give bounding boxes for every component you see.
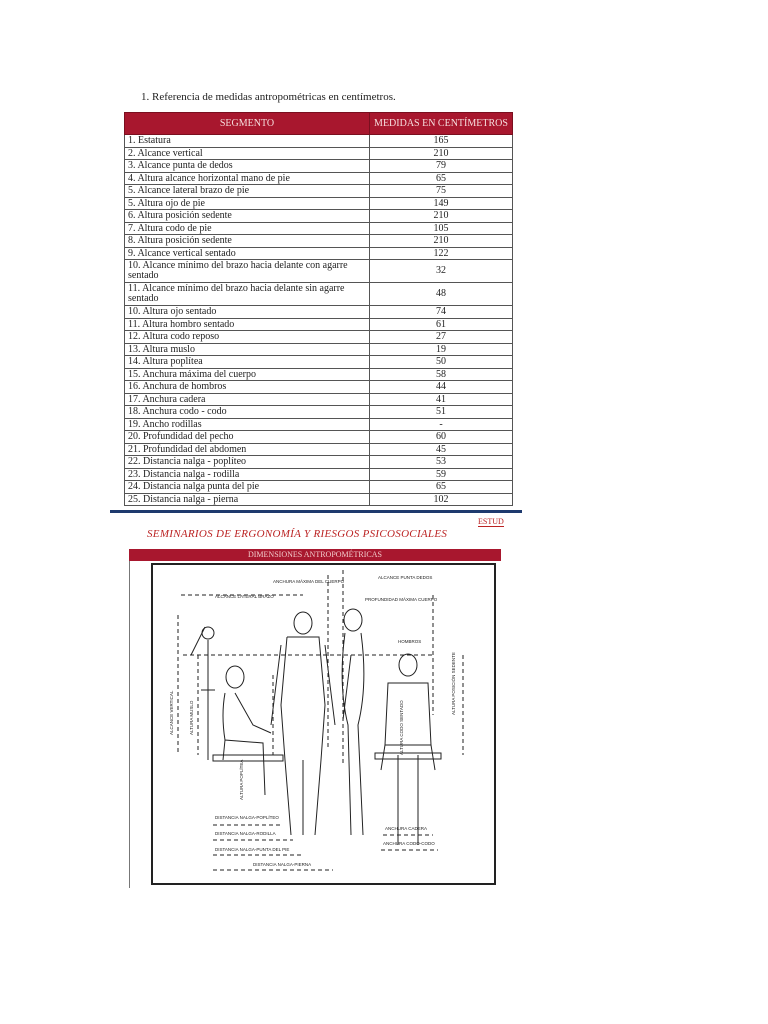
value-cell: 48 [370, 283, 513, 306]
label-anchura-max: ANCHURA MÁXIMA DEL CUERPO [273, 579, 345, 584]
value-cell: 122 [370, 247, 513, 260]
table-row [125, 283, 513, 306]
figure-arm-raised [191, 627, 215, 760]
value-cell: 79 [370, 160, 513, 173]
table-row [125, 356, 513, 369]
table-row [125, 306, 513, 319]
table-row [125, 456, 513, 469]
segment-cell: 23. Distancia nalga - rodilla [125, 468, 370, 481]
segment-cell: 24. Distancia nalga punta del pie [125, 481, 370, 494]
value-cell: 210 [370, 210, 513, 223]
value-cell: 74 [370, 306, 513, 319]
margin-line [129, 561, 130, 888]
segment-cell: 8. Altura posición sedente [125, 235, 370, 248]
segment-cell: 10. Altura ojo sentado [125, 306, 370, 319]
segment-cell: 19. Ancho rodillas [125, 418, 370, 431]
value-cell: 65 [370, 172, 513, 185]
figure-standing-side [342, 609, 364, 835]
table-row [125, 493, 513, 506]
table-row [125, 147, 513, 160]
segment-cell: 9. Alcance vertical sentado [125, 247, 370, 260]
table-body [125, 135, 513, 506]
header-segmento: SEGMENTO [125, 113, 370, 135]
value-cell: 210 [370, 147, 513, 160]
segment-cell: 10. Alcance mínimo del brazo hacia delante con agarre sentado [125, 260, 370, 283]
table-row [125, 197, 513, 210]
segment-cell: 20. Profundidad del pecho [125, 431, 370, 444]
label-alcance-lateral: ALCANCE LATERAL BRAZO [215, 594, 274, 599]
table-row [125, 368, 513, 381]
value-cell: 105 [370, 222, 513, 235]
figure-title: DIMENSIONES ANTROPOMÉTRICAS [129, 549, 501, 561]
table-row [125, 418, 513, 431]
table-row [125, 343, 513, 356]
table-row [125, 381, 513, 394]
label-profundidad: PROFUNDIDAD MÁXIMA CUERPO [365, 597, 438, 602]
seminar-title: SEMINARIOS DE ERGONOMÍA Y RIESGOS PSICOSOCIALES [147, 528, 448, 540]
table-row [125, 247, 513, 260]
measurements-table [124, 112, 513, 506]
label-altura-poplitea: ALTURA POPLÍTEA [239, 759, 244, 800]
segment-cell: 17. Anchura cadera [125, 393, 370, 406]
label-altura-sedente: ALTURA POSICIÓN SEDENTE [451, 652, 456, 715]
value-cell: 41 [370, 393, 513, 406]
table-row [125, 481, 513, 494]
value-cell: 75 [370, 185, 513, 198]
table-row [125, 431, 513, 444]
value-cell: 58 [370, 368, 513, 381]
table-row [125, 393, 513, 406]
table-row [125, 260, 513, 283]
figure-seated-right [375, 654, 441, 845]
value-cell: 165 [370, 135, 513, 148]
value-cell: 53 [370, 456, 513, 469]
label-dist-punta-pie: DISTANCIA NALGA-PUNTA DEL PIE [215, 847, 290, 852]
dimension-lines [178, 570, 463, 870]
label-alcance-dedos: ALCANCE PUNTA DEDOS [378, 575, 433, 580]
label-hombros: HOMBROS [398, 639, 422, 644]
table-row [125, 160, 513, 173]
value-cell: 45 [370, 443, 513, 456]
segment-cell: 5. Alcance lateral brazo de pie [125, 185, 370, 198]
section-divider [110, 510, 522, 513]
value-cell: 210 [370, 235, 513, 248]
table-row [125, 406, 513, 419]
segment-cell: 12. Altura codo reposo [125, 331, 370, 344]
segment-cell: 4. Altura alcance horizontal mano de pie [125, 172, 370, 185]
table-row [125, 235, 513, 248]
segment-cell: 18. Anchura codo - codo [125, 406, 370, 419]
table-heading: 1. Referencia de medidas antropométricas en centímetros. [141, 91, 396, 103]
value-cell: 19 [370, 343, 513, 356]
value-cell: 102 [370, 493, 513, 506]
segment-cell: 3. Alcance punta de dedos [125, 160, 370, 173]
segment-cell: 1. Estatura [125, 135, 370, 148]
label-dist-pierna: DISTANCIA NALGA-PIERNA [253, 862, 312, 867]
logo: ESTUD [478, 517, 504, 526]
segment-cell: 11. Altura hombro sentado [125, 318, 370, 331]
value-cell: 32 [370, 260, 513, 283]
value-cell: 149 [370, 197, 513, 210]
table-row [125, 331, 513, 344]
value-cell: 60 [370, 431, 513, 444]
value-cell: 27 [370, 331, 513, 344]
value-cell: 51 [370, 406, 513, 419]
value-cell: 61 [370, 318, 513, 331]
label-altura-codo: ALTURA CODO SENTADO [399, 700, 404, 755]
segment-cell: 22. Distancia nalga - poplíteo [125, 456, 370, 469]
table-row [125, 185, 513, 198]
segment-cell: 11. Alcance mínimo del brazo hacia delante sin agarre sentado [125, 283, 370, 306]
label-dist-rodilla: DISTANCIA NALGA-RODILLA [215, 831, 276, 836]
table-row [125, 318, 513, 331]
table-row [125, 210, 513, 223]
label-anchura-cadera: ANCHURA CADERA [385, 826, 428, 831]
segment-cell: 25. Distancia nalga - pierna [125, 493, 370, 506]
table-row [125, 135, 513, 148]
table-row [125, 468, 513, 481]
header-medidas: MEDIDAS EN CENTÍMETROS [370, 113, 513, 135]
anthropometric-diagram [153, 565, 494, 883]
segment-cell: 2. Alcance vertical [125, 147, 370, 160]
segment-cell: 6. Altura posición sedente [125, 210, 370, 223]
table-row [125, 443, 513, 456]
table-row [125, 172, 513, 185]
anthropometric-figure [151, 563, 496, 885]
segment-cell: 21. Profundidad del abdomen [125, 443, 370, 456]
segment-cell: 15. Anchura máxima del cuerpo [125, 368, 370, 381]
label-anchura-codo: ANCHURA CODO-CODO [383, 841, 435, 846]
figure-standing-front [271, 612, 335, 835]
segment-cell: 7. Altura codo de pie [125, 222, 370, 235]
segment-cell: 5. Altura ojo de pie [125, 197, 370, 210]
label-alcance-vertical: ALCANCE VERTICAL [169, 690, 174, 735]
segment-cell: 14. Altura poplítea [125, 356, 370, 369]
value-cell: 50 [370, 356, 513, 369]
label-dist-popliteo: DISTANCIA NALGA-POPLÍTEO [215, 815, 279, 820]
value-cell: 65 [370, 481, 513, 494]
value-cell: - [370, 418, 513, 431]
value-cell: 44 [370, 381, 513, 394]
segment-cell: 13. Altura muslo [125, 343, 370, 356]
segment-cell: 16. Anchura de hombros [125, 381, 370, 394]
value-cell: 59 [370, 468, 513, 481]
label-altura-muslo: ALTURA MUSLO [189, 700, 194, 735]
table-row [125, 222, 513, 235]
